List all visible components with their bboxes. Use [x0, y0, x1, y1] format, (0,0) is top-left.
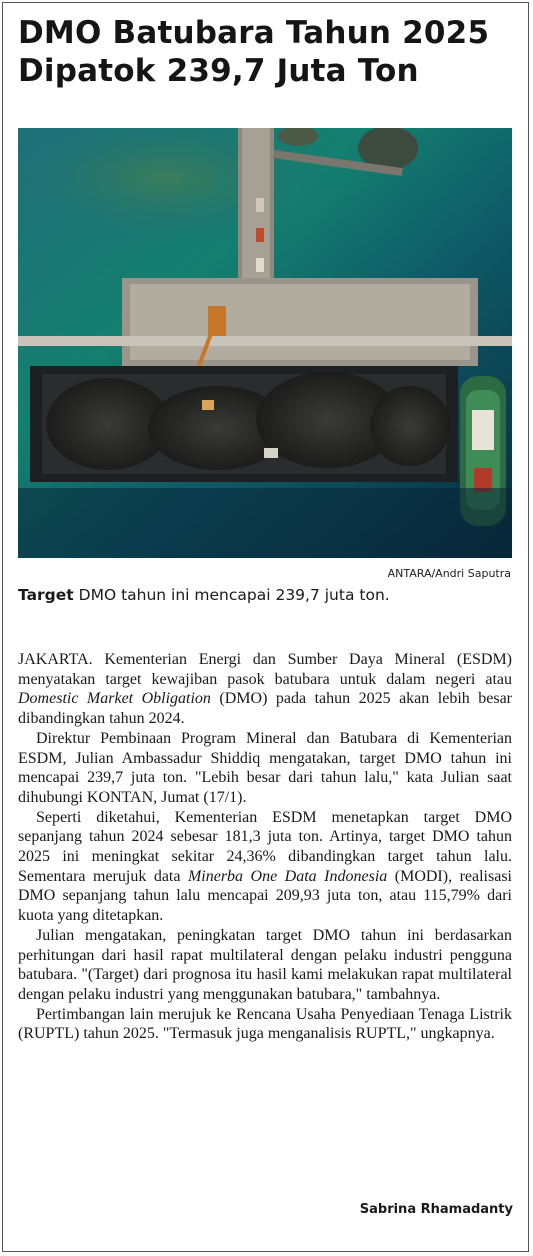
article-body	[18, 650, 512, 1044]
paragraph-3-italic: Minerba One Data Indonesia	[187, 867, 388, 885]
paragraph-1-text-a: JAKARTA. Kementerian Energi dan Sumber Daya Mineral (ESDM) menyatakan target kewajiban pasok batubara untuk dalam negeri atau	[18, 651, 512, 688]
paragraph-3-text-b: (MODI), realisasi DMO sepanjang tahun lalu mencapai 209,93 juta ton, atau 115,79% dari kuota yang ditetapkan.	[18, 867, 512, 925]
author-byline: Sabrina Rhamadanty	[359, 1202, 513, 1217]
paragraph-1	[18, 650, 512, 729]
paragraph-5: Pertimbangan lain merujuk ke Rencana Usaha Penyediaan Tenaga Listrik (RUPTL) tahun 2025. "Termasuk juga menganalisis RUPTL," ungkapnya.	[18, 1005, 512, 1043]
caption-bold: Target	[18, 586, 74, 604]
paragraph-4: Julian mengatakan, peningkatan target DMO tahun ini berdasarkan perhitungan dari hasil rapat multilateral dengan pelaku industri pengguna batubara. "(Target) dari prognosa itu hasil kami melakukan rapat multilateral dengan pelaku industri yang menggunakan batubara," tambahnya.	[18, 926, 512, 1003]
paragraph-1-text-b: (DMO) pada tahun 2025 akan lebih besar dibandingkan tahun 2024.	[18, 690, 512, 728]
paragraph-1-italic: Domestic Market Obligation	[18, 690, 211, 708]
headline-line-2: Dipatok 239,7 Juta Ton	[18, 53, 419, 89]
headline	[18, 14, 518, 90]
paragraph-2: Direktur Pembinaan Program Mineral dan Batubara di Kementerian ESDM, Julian Ambassadur Shiddiq mengatakan, target DMO tahun ini mencapai 239,7 juta ton. "Lebih besar dari tahun lalu," kata Julian saat dihubungi KONTAN, Jumat (17/1).	[18, 729, 512, 806]
coal-barge-photo	[18, 128, 512, 558]
photo-caption	[18, 586, 512, 604]
headline-line-1: DMO Batubara Tahun 2025	[18, 15, 490, 51]
paragraph-3	[18, 808, 512, 926]
photo-credit: ANTARA/Andri Saputra	[387, 567, 511, 580]
caption-text: DMO tahun ini mencapai 239,7 juta ton.	[73, 586, 390, 604]
paragraph-3-text-a: Seperti diketahui, Kementerian ESDM menetapkan target DMO sepanjang tahun 2024 sebesar 181,3 juta ton. Artinya, target DMO tahun 2025 ini meningkat sekitar 24,36% dibandingkan target tahun lalu. Sementara merujuk data	[18, 808, 512, 885]
